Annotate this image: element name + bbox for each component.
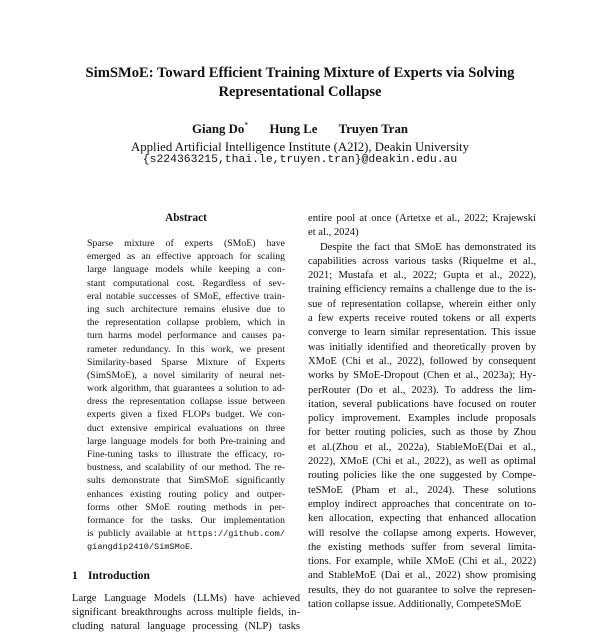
author-emails: {s224363215,thai.le,truyen.tran}@deakin.edu.au — [0, 154, 600, 166]
left-column — [72, 212, 300, 634]
paper-title-line: SimSMoE: Toward Efficient Training Mixture of Experts via Solving — [86, 65, 515, 81]
abstract-line: bustness, and scalability of our method. The re- — [87, 461, 285, 474]
body-line: teSMoE (Pham et al., 2024). These solutions — [308, 484, 536, 498]
body-line: entire pool at once (Artetxe et al., 2022; Krajewski — [308, 212, 536, 226]
abstract-line: Similarity-based Sparse Mixture of Experts — [87, 356, 285, 369]
author-mark: * — [244, 121, 248, 130]
abstract-line: sults demonstrate that SimSMoE significantly — [87, 474, 285, 487]
body-line: et al., 2024) — [308, 226, 536, 240]
author-name: Hung Le — [269, 122, 317, 136]
abstract-line: rameter redundancy. In this work, we present — [87, 343, 285, 356]
abstract-body — [72, 237, 300, 554]
abstract-line: forms other SMoE routing methods in per- — [87, 501, 285, 514]
body-line: sue of representation collapse, wherein either only — [308, 298, 536, 312]
body-line: 2022), XMoE (Chi et al., 2022), as well as optimal — [308, 455, 536, 469]
affiliation: Applied Artificial Intelligence Institute (A2I2), Deakin University — [0, 140, 600, 155]
abstract-line: duct extensive empirical evaluations on three — [87, 422, 285, 435]
section-heading — [72, 570, 300, 582]
abstract-line: large language models for both Pre-training and — [87, 435, 285, 448]
body-line: for better routing policies, such as those by Zhou — [308, 426, 536, 440]
right-column — [308, 212, 536, 612]
body-line: ken allocation, expecting that enhanced allocation — [308, 512, 536, 526]
body-line: policy improvement. Examples include proposals — [308, 412, 536, 426]
abstract-line: is publicly available at https://github.com/ — [87, 527, 285, 540]
abstract-line: Fine-tuning tasks to illustrate the efficacy, ro- — [87, 448, 285, 461]
body-line: the existing methods suffer from several limita- — [308, 541, 536, 555]
body-line: XMoE (Chi et al., 2022), followed by consequent — [308, 355, 536, 369]
abstract-line: ing such architecture remains elusive due to — [87, 303, 285, 316]
abstract-line: giangdip2410/SimSMoE. — [87, 540, 285, 553]
paper-title — [0, 64, 600, 102]
abstract-line: large language models while keeping a con- — [87, 263, 285, 276]
abstract-line: (SimSMoE), a novel similarity of neural net- — [87, 369, 285, 382]
author-list — [0, 121, 600, 137]
right-column-body — [308, 212, 536, 612]
body-line: Large Language Models (LLMs) have achieved — [72, 592, 300, 606]
body-line: works by SMoE-Dropout (Chen et al., 2023a); Hy- — [308, 369, 536, 383]
body-line: converge to learn similar representation. This issue — [308, 326, 536, 340]
body-line: routing policies like the one suggested by Compe- — [308, 469, 536, 483]
body-line: perRouter (Do et al., 2023). To address the lim- — [308, 384, 536, 398]
abstract-line: turn harms model performance and causes pa- — [87, 329, 285, 342]
body-line: significant breakthroughs across multiple fields, in- — [72, 606, 300, 620]
body-line: Despite the fact that SMoE has demonstrated its — [308, 241, 536, 255]
body-line: tation collapse issue. Additionally, CompeteSMoE — [308, 598, 536, 612]
body-line: tions. For example, while XMoE (Chi et al., 2022) — [308, 555, 536, 569]
abstract-line: stant computational cost. Regardless of sev- — [87, 277, 285, 290]
body-line: employ indirect approaches that concentrate on to- — [308, 498, 536, 512]
paper-title-line: Representational Collapse — [218, 84, 381, 100]
body-line: and StableMoE (Dai et al., 2022) show promising — [308, 569, 536, 583]
title-block — [0, 64, 600, 102]
abstract-line: dress the representation collapse issue between — [87, 395, 285, 408]
abstract-line: work algorithm, that guarantees a solution to ad- — [87, 382, 285, 395]
body-line: itation, several publications have focused on router — [308, 398, 536, 412]
author-name: Giang Do* — [192, 122, 248, 136]
section-number: 1 — [72, 570, 88, 582]
body-line: was initially identified and theoretically proven by — [308, 341, 536, 355]
abstract-line: eral notable successes of SMoE, effective train- — [87, 290, 285, 303]
introduction-body — [72, 592, 300, 634]
body-line: results, they do not guarantee to solve the represen- — [308, 584, 536, 598]
body-line: a few experts receive routed tokens or all experts — [308, 312, 536, 326]
body-line: et al.(Zhou et al., 2022a), StableMoE(Dai et al., — [308, 441, 536, 455]
body-line: training efficiency remains a challenge due to the is- — [308, 283, 536, 297]
abstract-line: experts given a fixed FLOPs budget. We con- — [87, 408, 285, 421]
abstract-line: the representation collapse problem, which in — [87, 316, 285, 329]
body-line: capabilities across various tasks (Riquelme et al., — [308, 255, 536, 269]
abstract-line: enhances existing routing policy and outper- — [87, 488, 285, 501]
abstract-line: formance for the tasks. Our implementation — [87, 514, 285, 527]
body-line: will resolve the collapse among experts. However, — [308, 527, 536, 541]
body-line: 2021; Mustafa et al., 2022; Gupta et al., 2022), — [308, 269, 536, 283]
author-name: Truyen Tran — [339, 122, 408, 136]
abstract-line: Sparse mixture of experts (SMoE) have — [87, 237, 285, 250]
abstract-line: emerged as an effective approach for scaling — [87, 250, 285, 263]
section-title: Introduction — [88, 570, 150, 582]
abstract-heading: Abstract — [72, 212, 300, 225]
body-line: cluding natural language processing (NLP) tasks — [72, 620, 300, 634]
